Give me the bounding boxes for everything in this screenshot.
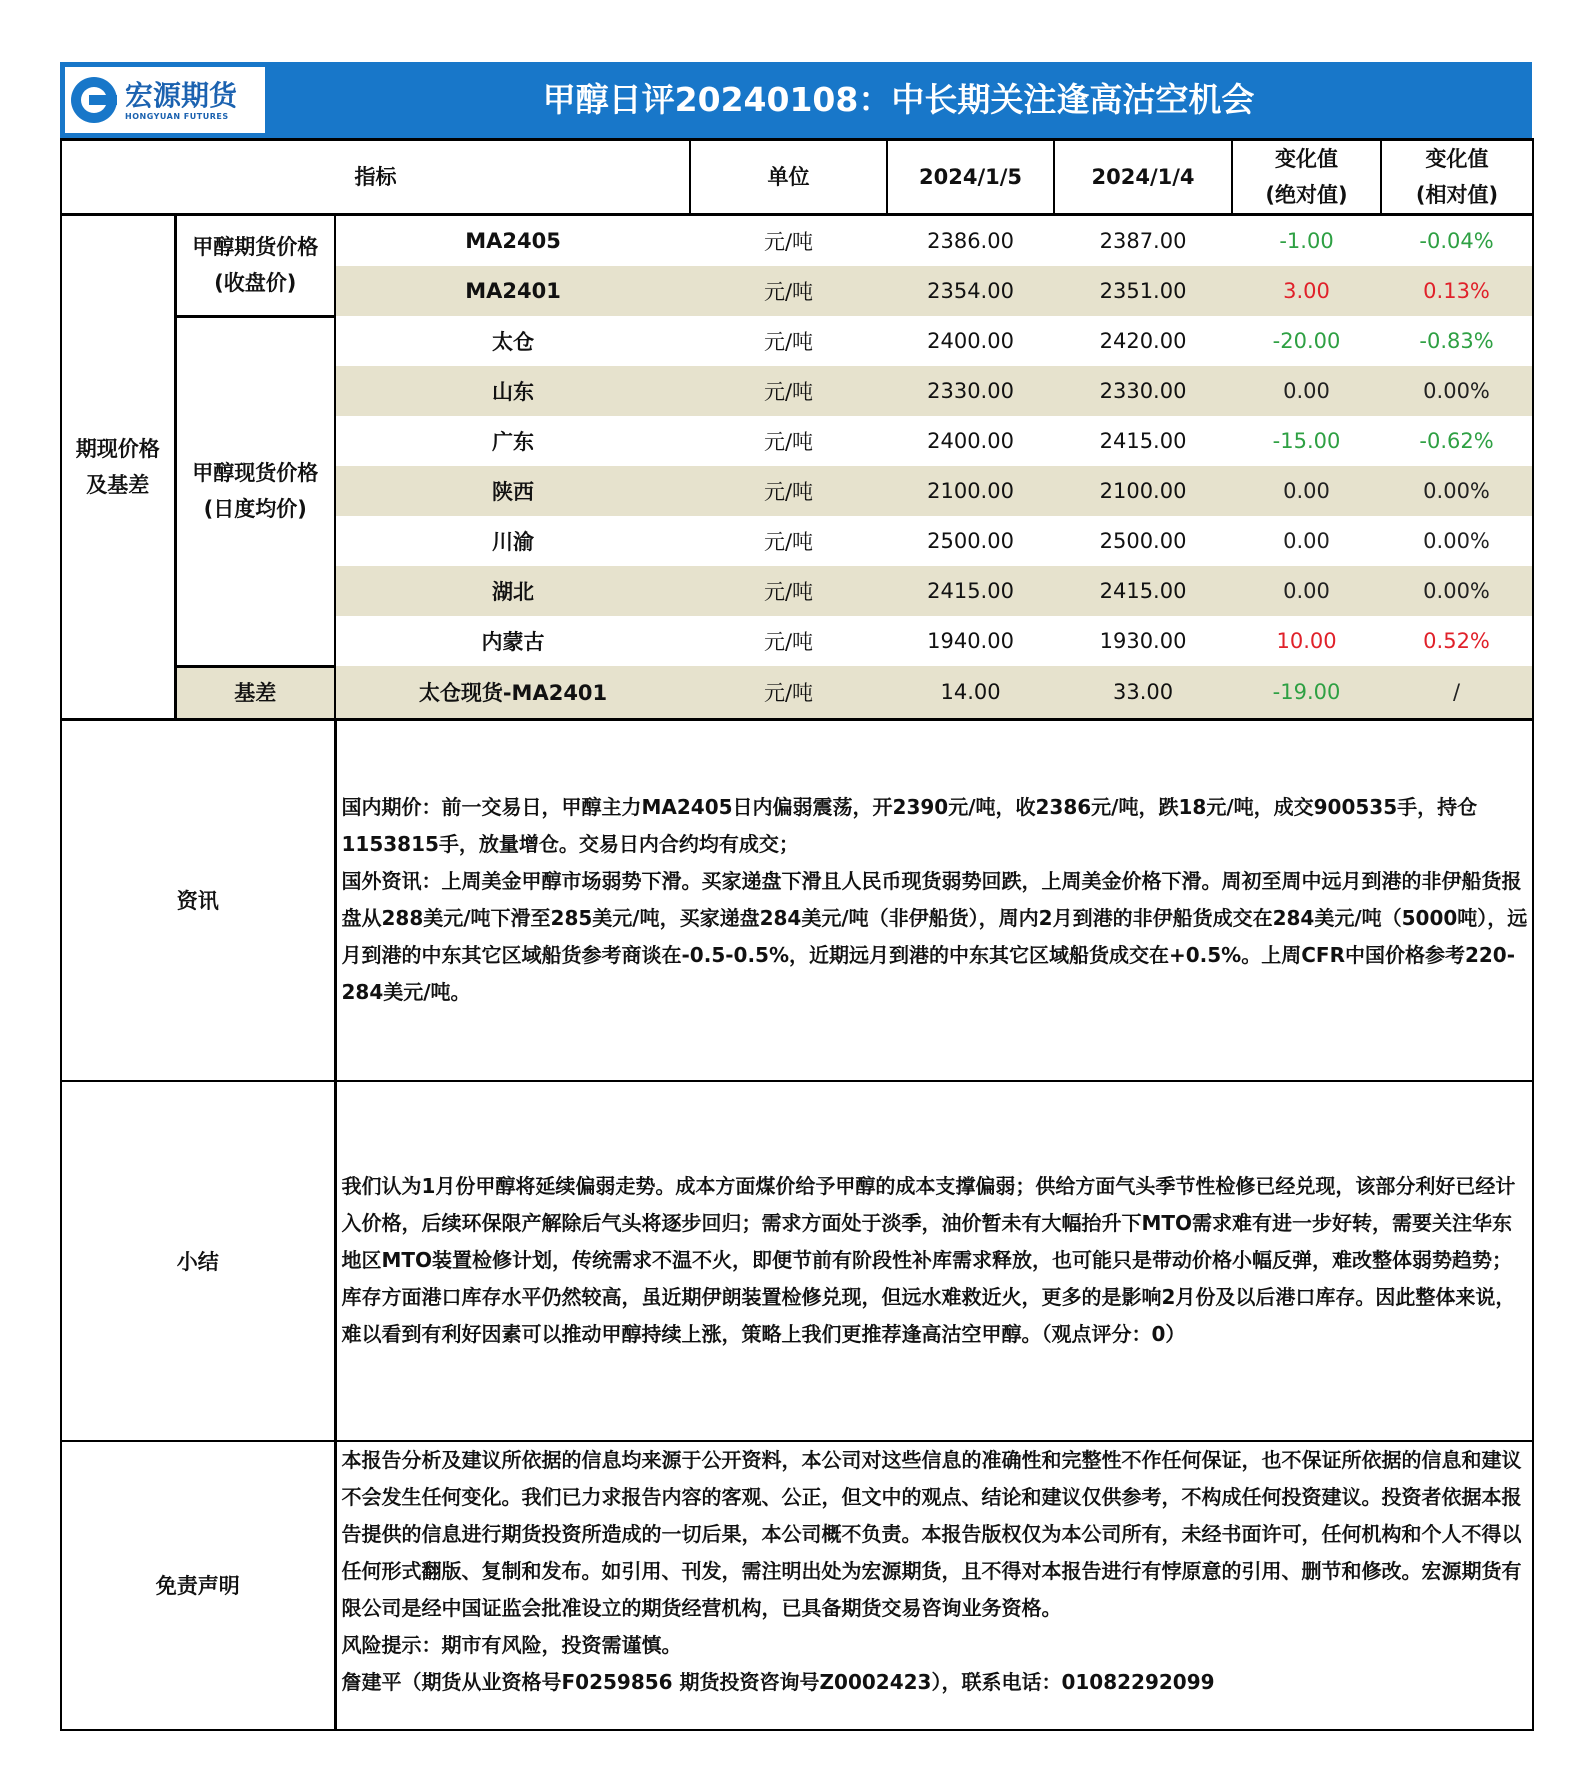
row-unit: 元/吨 [763, 330, 814, 354]
row-name: 陕西 [335, 466, 690, 516]
summary-body: 我们认为1月份甲醇将延续偏弱走势。成本方面煤价给予甲醇的成本支撑偏弱；供给方面气头季节性检修已经兑现，该部分利好已经计入价格，后续环保限产解除后气头将逐步回归；需求方面处于淡季，油价暂未有大幅抬升下MTO需求难有进一步好转，需要关注华东地区MTO装置检修计划，传统需求不温不火，即便节前有阶段性补库需求释放，也可能只是带动价格小幅反弹，难改整体弱势趋势；库存方面港口库存水平仍然较高，虽近期伊朗装置检修兑现，但远水难救近火，更多的是影响2月份及以后港口库存。因此整体来说，难以看到有利好因素可以推动甲醇持续上涨，策略上我们更推荐逢高沽空甲醇。（观点评分：0） [335, 1081, 1533, 1441]
row-value-1: 2354.00 [887, 266, 1054, 316]
summary-label: 小结 [61, 1081, 335, 1441]
row-value-1: 2400.00 [927, 429, 1014, 453]
table-row [61, 316, 1533, 366]
row-value-2: 2100.00 [1054, 466, 1232, 516]
row-name: 广东 [492, 430, 535, 454]
group-label: 甲醇现货价格 (日度均价) [175, 316, 335, 666]
summary-row [61, 1081, 1533, 1441]
row-unit: 元/吨 [763, 530, 814, 554]
table-row [61, 215, 1533, 267]
row-unit: 元/吨 [763, 230, 814, 254]
logo-mark-icon [71, 77, 117, 123]
row-unit: 元/吨 [690, 566, 887, 616]
disclaimer-label: 免责声明 [61, 1441, 335, 1730]
row-value-1: 2400.00 [927, 329, 1014, 353]
disclaimer-row [61, 1441, 1533, 1730]
row-value-1: 2330.00 [887, 366, 1054, 416]
col-change-abs: 变化值 (绝对值) [1232, 140, 1381, 215]
row-change-rel: 0.00% [1381, 366, 1533, 416]
row-unit: 元/吨 [690, 666, 887, 719]
logo-name-en: HONGYUAN FUTURES [125, 111, 229, 121]
row-unit: 元/吨 [763, 630, 814, 654]
row-change-rel: -0.62% [1381, 416, 1533, 466]
row-name: 川渝 [492, 530, 535, 554]
table-row [61, 666, 1533, 719]
col-unit: 单位 [690, 140, 887, 215]
row-name: 山东 [335, 366, 690, 416]
company-logo [65, 67, 265, 133]
row-value-1: 2386.00 [927, 229, 1014, 253]
risk-notice: 风险提示：期市有风险，投资需谨慎。 [341, 1632, 682, 1657]
row-unit: 元/吨 [690, 366, 887, 416]
row-value-1: 2415.00 [887, 566, 1054, 616]
report-sheet [60, 62, 1532, 1731]
disclaimer-text: 本报告分析及建议所依据的信息均来源于公开资料，本公司对这些信息的准确性和完整性不作任何保证，也不保证所依据的信息和建议不会发生任何变化。我们已力求报告内容的客观、公正，但文中的观点、结论和建议仅供参考，不构成任何投资建议。投资者依据本报告提供的信息进行期货投资所造成的一切后果，本公司概不负责。本报告版权仅为本公司所有，未经书面许可，任何机构和个人不得以任何形式翻版、复制和发布。如引用、刊发，需注明出处为宏源期货，且不得对本报告进行有悖原意的引用、删节和修改。宏源期货有限公司是经中国证监会批准设立的期货经营机构，已具备期货交易咨询业务资格。 [341, 1447, 1522, 1620]
table-header [61, 140, 1533, 215]
news-label: 资讯 [61, 721, 335, 1081]
row-name: 太仓现货-MA2401 [335, 666, 690, 719]
row-change-abs: 0.00 [1232, 566, 1381, 616]
row-value-1: 2100.00 [887, 466, 1054, 516]
text-sections [60, 721, 1534, 1731]
report-title: 甲醇日评20240108：中长期关注逢高沽空机会 [542, 80, 1255, 119]
row-unit: 元/吨 [690, 266, 887, 316]
col-change-rel: 变化值 (相对值) [1381, 140, 1533, 215]
analyst-info: 詹建平（期货从业资格号F0259856 期货投资咨询号Z0002423），联系电话：01082292099 [341, 1669, 1215, 1694]
row-change-rel: 0.13% [1381, 266, 1533, 316]
col-date-2: 2024/1/4 [1054, 140, 1232, 215]
news-body [335, 721, 1533, 1081]
row-change-rel: / [1381, 666, 1533, 719]
col-indicator: 指标 [61, 140, 690, 215]
row-value-1: 2500.00 [927, 529, 1014, 553]
section-label: 期现价格 及基差 [61, 215, 175, 720]
row-change-rel: 0.00% [1381, 466, 1533, 516]
row-unit: 元/吨 [763, 430, 814, 454]
row-value-2: 2415.00 [1099, 429, 1187, 453]
header-banner [60, 62, 1532, 138]
row-value-1: 14.00 [887, 666, 1054, 719]
row-change-abs: -19.00 [1232, 666, 1381, 719]
news-domestic: 国内期价：前一交易日，甲醇主力MA2405日内偏弱震荡，开2390元/吨，收2386元/吨，跌18元/吨，成交900535手，持仓1153815手，放量增仓。交易日内合约均有成交； [341, 795, 1478, 856]
row-value-2: 2387.00 [1099, 229, 1187, 253]
row-value-1: 1940.00 [927, 629, 1014, 653]
row-value-2: 2415.00 [1054, 566, 1232, 616]
row-name: 太仓 [492, 330, 535, 354]
group-label: 基差 [175, 666, 335, 719]
row-change-abs: 0.00 [1232, 466, 1381, 516]
row-value-2: 33.00 [1054, 666, 1232, 719]
row-value-2: 2420.00 [1099, 329, 1187, 353]
row-change-rel: 0.52% [1381, 616, 1533, 666]
row-change-abs: 0.00 [1232, 366, 1381, 416]
row-change-abs: 0.00 [1283, 529, 1330, 553]
row-change-rel: 0.00% [1381, 566, 1533, 616]
row-name: MA2405 [465, 229, 561, 253]
row-value-2: 2500.00 [1099, 529, 1187, 553]
col-date-1: 2024/1/5 [887, 140, 1054, 215]
row-change-rel: -0.04% [1381, 215, 1533, 267]
row-change-rel: 0.00% [1381, 516, 1533, 566]
group-label: 甲醇期货价格 (收盘价) [175, 215, 335, 317]
row-change-abs: -1.00 [1279, 229, 1334, 253]
row-name: MA2401 [335, 266, 690, 316]
row-change-abs: 3.00 [1232, 266, 1381, 316]
row-value-2: 1930.00 [1099, 629, 1187, 653]
row-change-abs: 10.00 [1276, 629, 1337, 653]
disclaimer-body [335, 1441, 1533, 1730]
row-name: 湖北 [335, 566, 690, 616]
row-change-abs: -20.00 [1272, 329, 1341, 353]
row-name: 内蒙古 [481, 630, 545, 654]
news-overseas: 国外资讯：上周美金甲醇市场弱势下滑。买家递盘下滑且人民币现货弱势回跌，上周美金价格下滑。周初至周中远月到港的非伊船货报盘从288美元/吨下滑至285美元/吨，买家递盘284美元/吨（非伊船货），周内2月到港的非伊船货成交在284美元/吨（5000吨），远月到港的中东其它区域船货参考商谈在-0.5-0.5%，近期远月到港的中东其它区域船货成交在+0.5%。上周CFR中国价格参考220-284美元/吨。 [341, 869, 1528, 1004]
news-row [61, 721, 1533, 1081]
row-change-rel: -0.83% [1381, 316, 1533, 366]
price-table [60, 138, 1534, 721]
row-value-2: 2351.00 [1054, 266, 1232, 316]
logo-name-cn: 宏源期货 [125, 78, 238, 112]
row-change-abs: -15.00 [1272, 429, 1341, 453]
row-unit: 元/吨 [690, 466, 887, 516]
row-value-2: 2330.00 [1054, 366, 1232, 416]
